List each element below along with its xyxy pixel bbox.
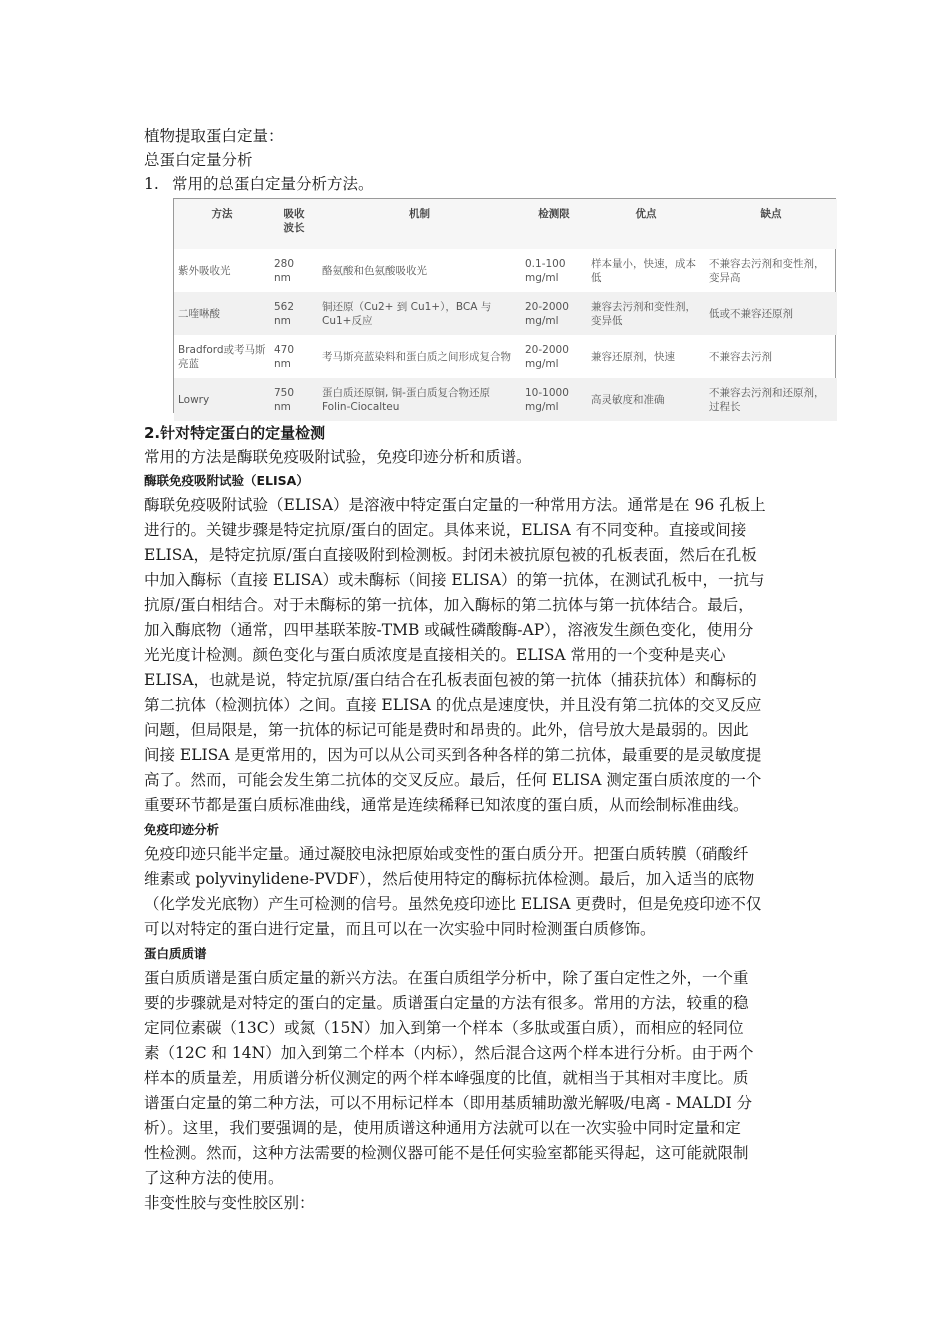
paragraph-line: 酶联免疫吸附试验（ELISA）是溶液中特定蛋白定量的一种常用方法。通常是在 96 孔板上 xyxy=(144,496,766,514)
paragraph-line: 光光度计检测。颜色变化与蛋白质浓度是直接相关的。ELISA 常用的一个变种是夹心 xyxy=(144,646,726,664)
doc-heading: 植物提取蛋白定量： xyxy=(144,127,284,145)
table-cell: 考马斯亮蓝染料和蛋白质之间形成复合物 xyxy=(322,350,511,363)
table-cell: 高灵敏度和准确 xyxy=(587,378,705,421)
table-row xyxy=(174,335,837,378)
paragraph-line: 谱蛋白定量的第二种方法，可以不用标记样本（即用基质辅助激光解吸/电离 - MALDI 分 xyxy=(144,1094,753,1112)
table-cell: 10-1000 mg/ml xyxy=(521,378,587,421)
section-heading: 总蛋白定量分析 xyxy=(144,151,253,169)
list-item xyxy=(144,172,812,196)
table-cell: 样本量小，快速，成本低 xyxy=(591,257,696,284)
table-cell: 470 nm xyxy=(274,343,295,370)
paragraph-line: （化学发光底物）产生可检测的信号。虽然免疫印迹比 ELISA 更费时，但是免疫印迹不仅 xyxy=(144,895,762,913)
table-cell: Lowry xyxy=(174,378,270,421)
table-cell: 20-2000 mg/ml xyxy=(521,292,587,335)
table-cell: 紫外吸收光 xyxy=(178,264,231,277)
list-number: 1. xyxy=(144,175,159,193)
paragraph-line: 问题，但局限是，第一抗体的标记可能是费时和昂贵的。此外，信号放大是最弱的。因此 xyxy=(144,721,749,739)
paragraph-line: 素（12C 和 14N）加入到第二个样本（内标），然后混合这两个样本进行分析。由于两个 xyxy=(144,1044,754,1062)
paragraph-line: 间接 ELISA 是更常用的，因为可以从公司买到各种各样的第二抗体，最重要的是灵敏度提 xyxy=(144,746,762,764)
table-cell: 蛋白质还原铜, 铜-蛋白质复合物还原 Folin-Ciocalteu xyxy=(318,378,521,421)
table-cell: 不兼容去污剂和变性剂，变异高 xyxy=(709,257,825,284)
table-cell: 酪氨酸和色氨酸吸收光 xyxy=(322,264,427,277)
table-cell: 562 nm xyxy=(270,292,318,335)
subsection-title-elisa: 酶联免疫吸附试验（ELISA） xyxy=(144,473,309,488)
table-row xyxy=(174,249,837,292)
list-text: 常用的总蛋白定量分析方法。 xyxy=(172,175,374,193)
methods-table xyxy=(173,198,836,413)
paragraph-line: 重要环节都是蛋白质标准曲线，通常是连续稀释已知浓度的蛋白质，从而绘制标准曲线。 xyxy=(144,796,749,814)
table-cell: 750 nm xyxy=(270,378,318,421)
paragraph-line: 进行的。关键步骤是特定抗原/蛋白的固定。具体来说，ELISA 有不同变种。直接或间接 xyxy=(144,521,747,539)
table-header: 缺点 xyxy=(705,199,837,249)
table-cell: 20-2000 mg/ml xyxy=(525,343,569,370)
table-header: 方法 xyxy=(174,199,270,249)
closing-heading: 非变性胶与变性胶区别： xyxy=(144,1194,315,1212)
document-page xyxy=(144,124,825,1215)
paragraph-line: 性检测。然而，这种方法需要的检测仪器可能不是任何实验室都能买得起，这可能就限制 xyxy=(144,1144,749,1162)
paragraph-line: 抗原/蛋白相结合。对于未酶标的第一抗体，加入酶标的第二抗体与第一抗体结合。最后， xyxy=(144,596,754,614)
table-cell: 低或不兼容还原剂 xyxy=(705,292,837,335)
table-cell: 铜还原（Cu2+ 到 Cu1+），BCA 与 Cu1+反应 xyxy=(318,292,521,335)
paragraph-line: 加入酶底物（通常，四甲基联苯胺-TMB 或碱性磷酸酶-AP），溶液发生颜色变化，使用分 xyxy=(144,621,754,639)
table-row xyxy=(174,292,837,335)
table-header-row xyxy=(174,199,837,249)
paragraph-line: 了这种方法的使用。 xyxy=(144,1169,284,1187)
table-header: 机制 xyxy=(318,199,521,249)
table-header: 吸收波长 xyxy=(270,199,318,249)
table-cell: 280 nm xyxy=(274,257,295,284)
table-header: 检测限 xyxy=(521,199,587,249)
paragraph-line: 蛋白质质谱是蛋白质定量的新兴方法。在蛋白质组学分析中，除了蛋白定性之外，一个重 xyxy=(144,969,749,987)
paragraph-line: 定同位素碳（13C）或氮（15N）加入到第一个样本（多肽或蛋白质），而相应的轻同位 xyxy=(144,1019,744,1037)
paragraph-western-blot xyxy=(144,842,812,942)
table-cell: 0.1-100 mg/ml xyxy=(525,257,566,284)
paragraph-line: 第二抗体（检测抗体）之间。直接 ELISA 的优点是速度快，并且没有第二抗体的交叉反应 xyxy=(144,696,762,714)
section-title: 2.针对特定蛋白的定量检测 xyxy=(144,424,326,442)
paragraph-line: 可以对特定的蛋白进行定量，而且可以在一次实验中同时检测蛋白质修饰。 xyxy=(144,920,656,938)
table-cell: Bradford或考马斯亮蓝 xyxy=(178,343,266,370)
paragraph-line: 样本的质量差，用质谱分析仪测定的两个样本峰强度的比值，就相当于其相对丰度比。质 xyxy=(144,1069,749,1087)
paragraph-line: 中加入酶标（直接 ELISA）或未酶标（间接 ELISA）的第一抗体，在测试孔板中，一抗与 xyxy=(144,571,765,589)
subsection-title-mass-spec: 蛋白质质谱 xyxy=(144,946,207,961)
paragraph-line: ELISA，是特定抗原/蛋白直接吸附到检测板。封闭未被抗原包被的孔板表面，然后在孔板 xyxy=(144,546,757,564)
paragraph-line: 维素或 polyvinylidene-PVDF），然后使用特定的酶标抗体检测。最后，加入适当的底物 xyxy=(144,870,755,888)
table-cell: 不兼容去污剂和还原剂，过程长 xyxy=(705,378,837,421)
paragraph-line: 免疫印迹只能半定量。通过凝胶电泳把原始或变性的蛋白质分开。把蛋白质转膜（硝酸纤 xyxy=(144,845,749,863)
table-cell: 兼容去污剂和变性剂，变异低 xyxy=(587,292,705,335)
table-cell: 不兼容去污剂 xyxy=(709,350,772,363)
table-cell: 兼容还原剂，快速 xyxy=(591,350,675,363)
subsection-title-western-blot: 免疫印迹分析 xyxy=(144,822,220,837)
paragraph-elisa xyxy=(144,493,812,818)
table-header: 优点 xyxy=(587,199,705,249)
paragraph-line: 高了。然而，可能会发生第二抗体的交叉反应。最后，任何 ELISA 测定蛋白质浓度的一个 xyxy=(144,771,762,789)
paragraph-line: 要的步骤就是对特定的蛋白的定量。质谱蛋白定量的方法有很多。常用的方法，较重的稳 xyxy=(144,994,749,1012)
section-intro: 常用的方法是酶联免疫吸附试验，免疫印迹分析和质谱。 xyxy=(144,448,532,466)
paragraph-line: ELISA，也就是说，特定抗原/蛋白结合在孔板表面包被的第一抗体（捕获抗体）和酶标的 xyxy=(144,671,757,689)
table-row xyxy=(174,378,837,421)
paragraph-line: 析）。这里，我们要强调的是，使用质谱这种通用方法就可以在一次实验中同时定量和定 xyxy=(144,1119,741,1137)
paragraph-mass-spec xyxy=(144,966,812,1191)
table-cell: 二喹啉酸 xyxy=(174,292,270,335)
